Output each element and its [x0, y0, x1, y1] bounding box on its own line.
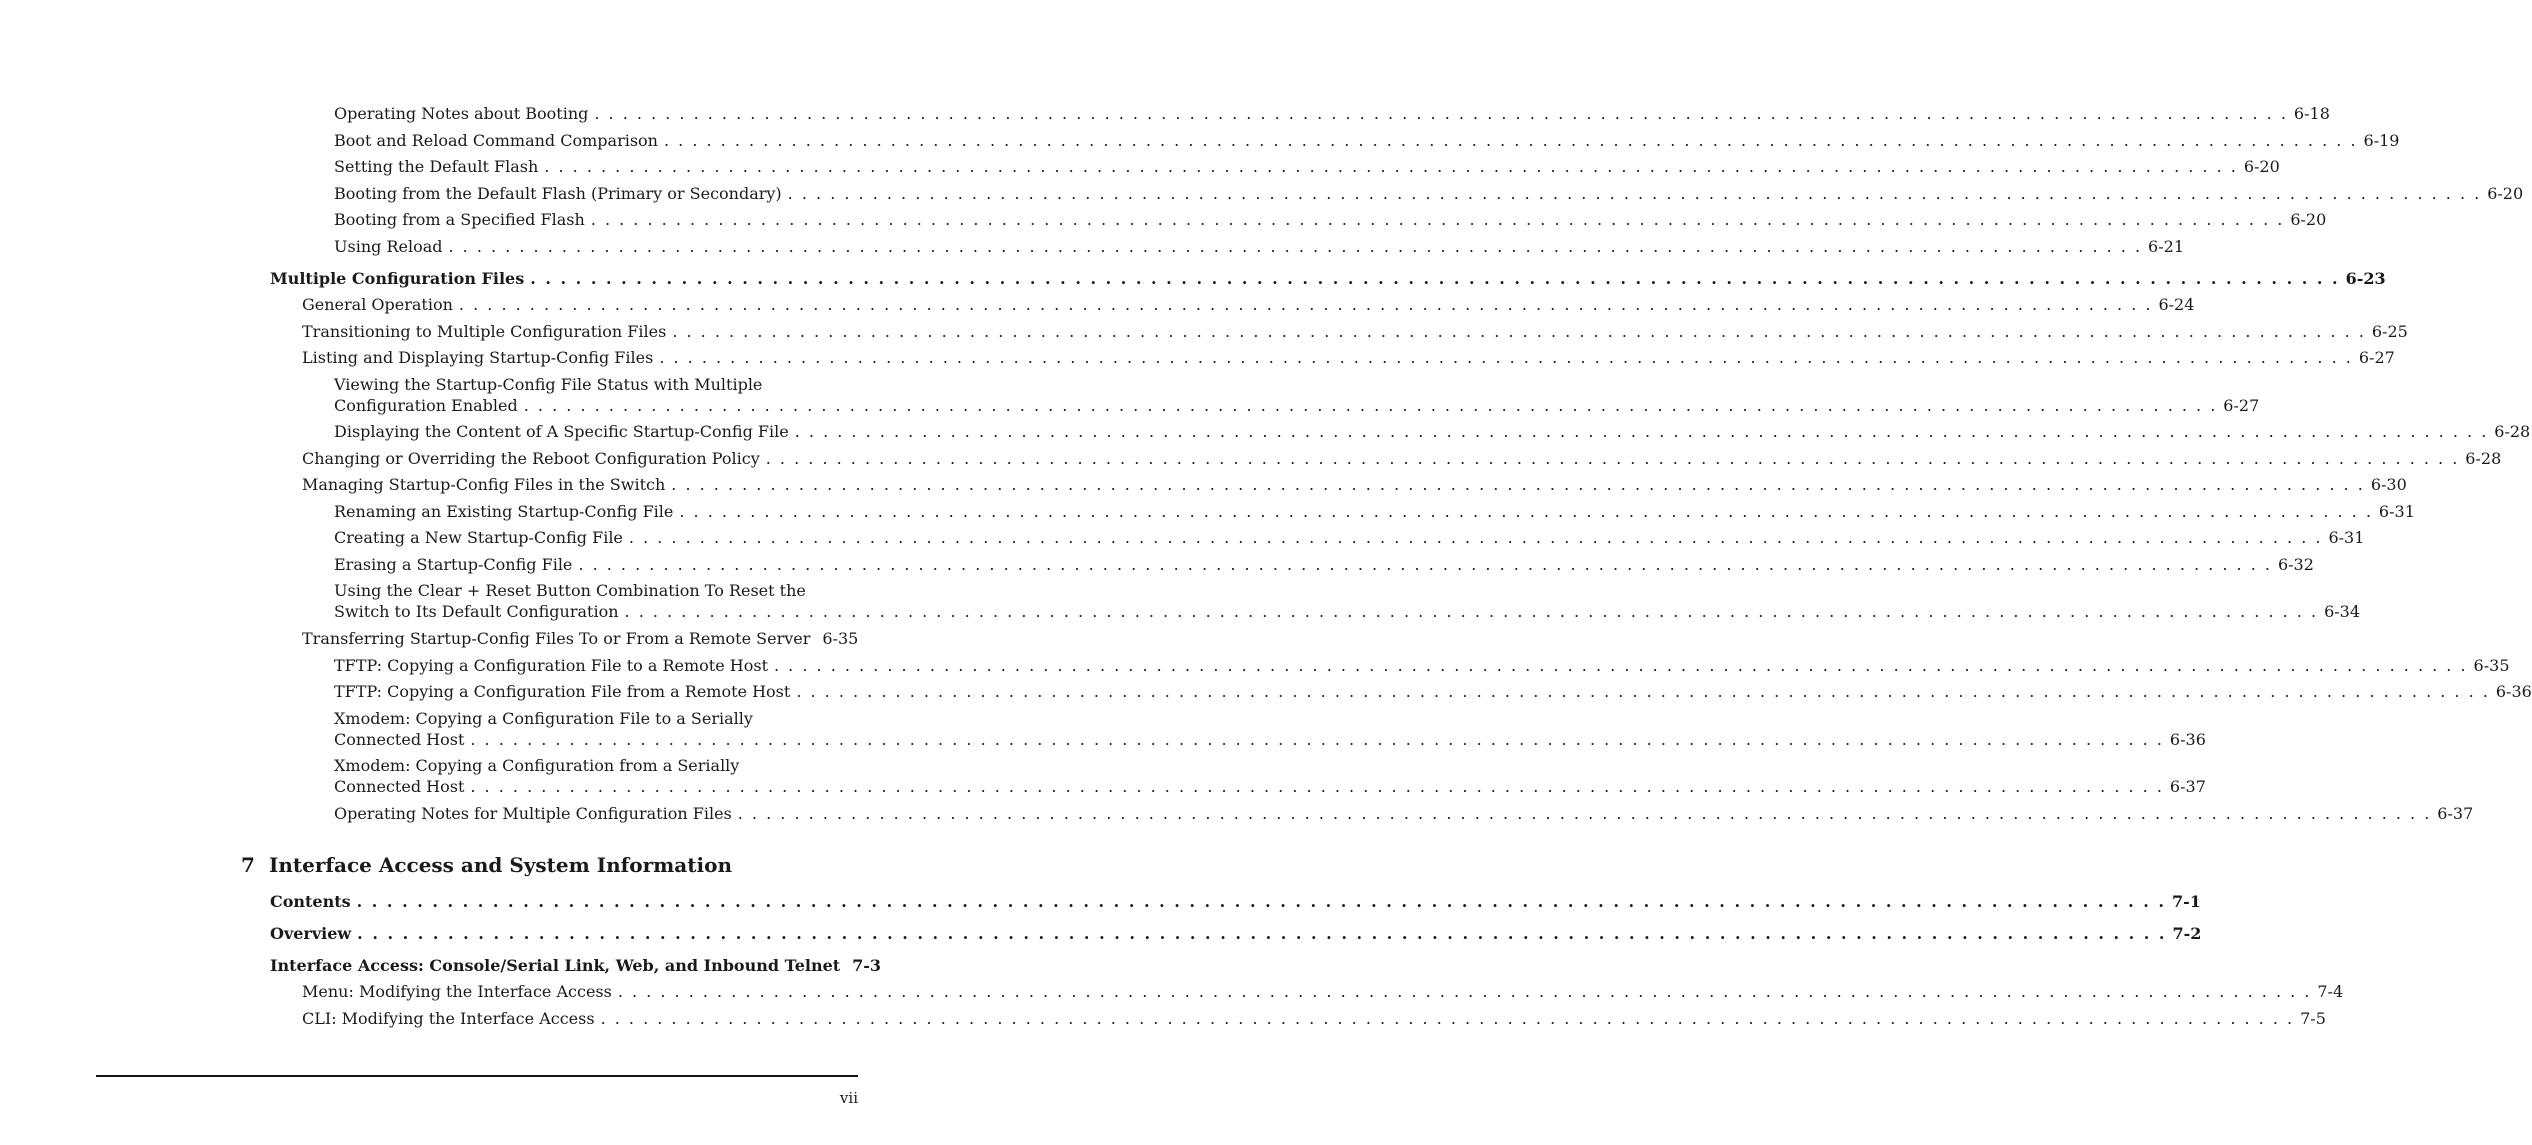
toc-entry-title: Operating Notes about Booting [334, 104, 589, 123]
toc-entry-title-line1: Xmodem: Copying a Configuration from a Serially [334, 756, 740, 775]
chapter-title: Interface Access and System Information [269, 853, 732, 877]
toc-entry[interactable] [270, 891, 2201, 912]
toc-entry-page: 6-27 [2223, 396, 2260, 415]
toc-entry-title: Connected Host [334, 730, 465, 749]
toc-entry[interactable] [334, 755, 2206, 797]
leader-dots: . . . . . . . . . . . . . . . . . . . . . . . . . . . . . . . . . . . . . . . . . . . . . . . . . . . . . . . . . . . . . . . . . . . . . . . . . . . . . . . . . . . . . . . . . . . . . . . . . . . . . . . . . . . . . . . . . . . . . . . . [578, 555, 2272, 574]
toc-entry-page: 6-18 [2293, 104, 2330, 123]
page-number: vii [839, 1089, 858, 1107]
leader-dots: . . . . . . . . . . . . . . . . . . . . . . . . . . . . . . . . . . . . . . . . . . . . . . . . . . . . . . . . . . . . . . . . . . . . . . . . . . . . . . . . . . . . . . . . . . . . . . . . . . . . . . . . . . . . . . . . . . . . . . . . [663, 131, 2358, 150]
toc-entry-title: Listing and Displaying Startup-Config Files [302, 348, 654, 367]
toc-entry-title: Interface Access: Console/Serial Link, Web, and Inbound Telnet [270, 956, 841, 975]
toc-entry-title: Menu: Modifying the Interface Access [302, 982, 612, 1001]
toc-entry[interactable] [334, 501, 2415, 522]
toc-entry[interactable] [334, 681, 2532, 702]
toc-entry[interactable] [334, 156, 2280, 177]
toc-entry-page: 6-36 [2169, 730, 2206, 749]
leader-dots: . . . . . . . . . . . . . . . . . . . . . . . . . . . . . . . . . . . . . . . . . . . . . . . . . . . . . . . . . . . . . . . . . . . . . . . . . . . . . . . . . . . . . . . . . . . . . . . . . . . . . . . . . . . . . . . . . . . . . . . . [659, 348, 2353, 367]
toc-entry-page: 6-32 [2277, 555, 2314, 574]
toc-entry-page: 7-3 [852, 956, 882, 975]
leader-dots: . . . . . . . . . . . . . . . . . . . . . . . . . . . . . . . . . . . . . . . . . . . . . . . . . . . . . . . . . . . . . . . . . . . . . . . . . . . . . . . . . . . . . . . . . . . . . . . . . . . . . . . . . . . . . . . . . . . . . . . . [787, 184, 2482, 203]
toc-entry-page: 6-20 [2487, 184, 2524, 203]
toc-entry[interactable] [334, 580, 2361, 622]
leader-dots: . . . . . . . . . . . . . . . . . . . . . . . . . . . . . . . . . . . . . . . . . . . . . . . . . . . . . . . . . . . . . . . . . . . . . . . . . . . . . . . . . . . . . . . . . . . . . . . . . . . . . . . . . . . . . . . . . . . . . . . . [470, 730, 2164, 749]
toc-entry-page: 6-37 [2169, 777, 2206, 796]
toc-entry-title: CLI: Modifying the Interface Access [302, 1009, 595, 1028]
toc-entry[interactable] [334, 655, 2510, 676]
toc-entry-page: 6-35 [2473, 656, 2510, 675]
chapter-number: 7 [241, 853, 255, 877]
toc-entry-title: Setting the Default Flash [334, 157, 539, 176]
toc-entry[interactable] [334, 421, 2531, 442]
toc-entry-title: Erasing a Startup-Config File [334, 555, 573, 574]
toc-entry[interactable] [270, 955, 882, 976]
toc-entry-title: Contents [270, 892, 351, 911]
leader-dots: . . . . . . . . . . . . . . . . . . . . . . . . . . . . . . . . . . . . . . . . . . . . . . . . . . . . . . . . . . . . . . . . . . . . . . . . . . . . . . . . . . . . . . . . . . . . . . . . . . . . . . . . . . . . . . . . . . . . . . . . [617, 982, 2312, 1001]
leader-dots: . . . . . . . . . . . . . . . . . . . . . . . . . . . . . . . . . . . . . . . . . . . . . . . . . . . . . . . . . . . . . . . . . . . . . . . . . . . . . . . . . . . . . . . . . . . . . . . . . . . . . . . . . . . . . . . . . . . . . . . . [458, 295, 2153, 314]
toc-entry-title: Operating Notes for Multiple Configuration Files [334, 804, 732, 823]
leader-dots: . . . . . . . . . . . . . . . . . . . . . . . . . . . . . . . . . . . . . . . . . . . . . . . . . . . . . . . . . . . . . . . . . . . . . . . . . . . . . . . . . . . . . . . . . . . . . . . . . . . . . . . . . . . . . . . . . . . . . . . . [671, 475, 2365, 494]
toc-entry-title: Overview [270, 924, 352, 943]
toc-entry-page: 6-30 [2370, 475, 2407, 494]
toc-entry-page: 6-20 [2243, 157, 2280, 176]
toc-entry[interactable] [334, 803, 2474, 824]
toc-entry-title: Booting from a Specified Flash [334, 210, 585, 229]
toc-entry-page: 6-27 [2358, 348, 2395, 367]
toc-entry-page: 6-35 [822, 629, 859, 648]
leader-dots: . . . . . . . . . . . . . . . . . . . . . . . . . . . . . . . . . . . . . . . . . . . . . . . . . . . . . . . . . . . . . . . . . . . . . . . . . . . . . . . . . . . . . . . . . . . . . . . . . . . . . . . . . . . . . . . . . . . . . . . . [774, 656, 2468, 675]
toc-entry-page: 6-19 [2363, 131, 2400, 150]
toc-entry-title: Using Reload [334, 237, 443, 256]
toc-entry[interactable] [302, 448, 2502, 469]
chapter-heading [241, 853, 732, 877]
toc-entry[interactable] [334, 527, 2365, 548]
toc-entry-page: 6-21 [2148, 237, 2184, 256]
toc-entry[interactable] [334, 374, 2260, 416]
leader-dots: . . . . . . . . . . . . . . . . . . . . . . . . . . . . . . . . . . . . . . . . . . . . . . . . . . . . . . . . . . . . . . . . . . . . . . . . . . . . . . . . . . . . . . . . . . . . . . . . . . . . . . . . . . . . . . . . . . . . . . . . [628, 528, 2323, 547]
toc-entry[interactable] [334, 209, 2327, 230]
toc-entry[interactable] [334, 236, 2184, 257]
toc-entry-page: 6-34 [2324, 602, 2361, 621]
toc-entry[interactable] [302, 474, 2407, 495]
toc-entry[interactable] [302, 981, 2344, 1002]
leader-dots: . . . . . . . . . . . . . . . . . . . . . . . . . . . . . . . . . . . . . . . . . . . . . . . . . . . . . . . . . . . . . . . . . . . . . . . . . . . . . . . . . . . . . . . . . . . . . . . . . . . . . . . . . . . . . . . . . . . . . . . . [624, 602, 2319, 621]
toc-entry-title-line1: Using the Clear + Reset Button Combination To Reset the [334, 581, 806, 600]
toc-entry[interactable] [302, 1008, 2326, 1029]
toc-entry-page: 6-31 [2328, 528, 2365, 547]
footer-rule [96, 1075, 858, 1077]
leader-dots: . . . . . . . . . . . . . . . . . . . . . . . . . . . . . . . . . . . . . . . . . . . . . . . . . . . . . . . . . . . . . . . . . . . . . . . . . . . . . . . . . . . . . . . . . . . . . . . . . . . . . . . . . . . . . . . . . . . . . . . . [470, 777, 2164, 796]
toc-entry-page: 6-23 [2345, 269, 2386, 288]
leader-dots: . . . . . . . . . . . . . . . . . . . . . . . . . . . . . . . . . . . . . . . . . . . . . . . . . . . . . . . . . . . . . . . . . . . . . . . . . . . . . . . . . . . . . . . . . . . . . . . . . . . . . . . . . . . . . . . . . . . . . . . . [600, 1009, 2295, 1028]
toc-entry-page: 6-24 [2158, 295, 2195, 314]
leader-dots: . . . . . . . . . . . . . . . . . . . . . . . . . . . . . . . . . . . . . . . . . . . . . . . . . . . . . . . . . . . . . . . . . . . . . . . . . . . . . . . . . . . . . . . . . . . . . . . . . . . . . . . . . . . . . . . . . . . . . . . . [590, 210, 2285, 229]
toc-entry-title: Displaying the Content of A Specific Startup-Config File [334, 422, 789, 441]
toc-entry-title: TFTP: Copying a Configuration File from a Remote Host [334, 682, 791, 701]
leader-dots: . . . . . . . . . . . . . . . . . . . . . . . . . . . . . . . . . . . . . . . . . . . . . . . . . . . . . . . . . . . . . . . . . . . . . . . . . . . . . . . . . . . . . . . . . . . . . . . . . . . . . . . . . . . . . . . . . . . . . . . . [765, 449, 2460, 468]
toc-entry[interactable] [302, 321, 2408, 342]
toc-entry[interactable] [302, 294, 2195, 315]
toc-entry-title: Booting from the Default Flash (Primary or Secondary) [334, 184, 782, 203]
toc-entry-page: 6-28 [2494, 422, 2531, 441]
toc-entry[interactable] [302, 628, 859, 649]
leader-dots: . . . . . . . . . . . . . . . . . . . . . . . . . . . . . . . . . . . . . . . . . . . . . . . . . . . . . . . . . . . . . . . . . . . . . . . . . . . . . . . . . . . . . . . . . . . . . . . . . . . . . . . . . . . . . . . . . . . . . . . . [679, 502, 2373, 521]
toc-entry-page: 6-36 [2495, 682, 2532, 701]
toc-entry[interactable] [334, 183, 2524, 204]
toc-entry-page: 7-2 [2172, 924, 2202, 943]
toc-entry-title-line1: Xmodem: Copying a Configuration File to a Serially [334, 709, 753, 728]
toc-entry[interactable] [334, 554, 2314, 575]
leader-dots: . . . . . . . . . . . . . . . . . . . . . . . . . . . . . . . . . . . . . . . . . . . . . . . . . . . . . . . . . . . . . . . . . . . . . . . . . . . . . . . . . . . . . . . . . . . . . . . . . . . . . . . . . . . . . . . . . . . . . . . . [357, 924, 2167, 943]
toc-entry-page: 6-31 [2378, 502, 2415, 521]
toc-entry-title: Creating a New Startup-Config File [334, 528, 623, 547]
toc-entry-title: Configuration Enabled [334, 396, 518, 415]
toc-entry-title: General Operation [302, 295, 453, 314]
toc-entry[interactable] [334, 708, 2206, 750]
toc-entry-page: 6-25 [2371, 322, 2408, 341]
toc-entry-title: Connected Host [334, 777, 465, 796]
leader-dots: . . . . . . . . . . . . . . . . . . . . . . . . . . . . . . . . . . . . . . . . . . . . . . . . . . . . . . . . . . . . . . . . . . . . . . . . . . . . . . . . . . . . . . . . . . . . . . . . . . . . . . . . . . . . . . . . . . . . . . . . [672, 322, 2366, 341]
toc-entry-page: 7-5 [2300, 1009, 2326, 1028]
toc-entry-page: 7-4 [2317, 982, 2344, 1001]
toc-entry[interactable] [334, 103, 2330, 124]
leader-dots: . . . . . . . . . . . . . . . . . . . . . . . . . . . . . . . . . . . . . . . . . . . . . . . . . . . . . . . . . . . . . . . . . . . . . . . . . . . . . . . . . . . . . . . . . . . . . . . . . . . . . . . . . . . . . . . . . . . . . . . . [448, 237, 2143, 256]
toc-entry-title: Boot and Reload Command Comparison [334, 131, 658, 150]
toc-entry-title: TFTP: Copying a Configuration File to a Remote Host [334, 656, 768, 675]
toc-entry-title: Renaming an Existing Startup-Config File [334, 502, 674, 521]
leader-dots: . . . . . . . . . . . . . . . . . . . . . . . . . . . . . . . . . . . . . . . . . . . . . . . . . . . . . . . . . . . . . . . . . . . . . . . . . . . . . . . . . . . . . . . . . . . . . . . . . . . . . . . . . . . . . . . . . . . . . . . . [794, 422, 2489, 441]
leader-dots: . . . . . . . . . . . . . . . . . . . . . . . . . . . . . . . . . . . . . . . . . . . . . . . . . . . . . . . . . . . . . . . . . . . . . . . . . . . . . . . . . . . . . . . . . . . . . . . . . . . . . . . . . . . . . . . . . . . . . . . . [544, 157, 2238, 176]
toc-entry[interactable] [302, 347, 2395, 368]
toc-entry[interactable] [270, 923, 2202, 944]
leader-dots: . . . . . . . . . . . . . . . . . . . . . . . . . . . . . . . . . . . . . . . . . . . . . . . . . . . . . . . . . . . . . . . . . . . . . . . . . . . . . . . . . . . . . . . . . . . . . . . . . . . . . . . . . . . . . . . . . . . . . . . . [796, 682, 2490, 701]
leader-dots: . . . . . . . . . . . . . . . . . . . . . . . . . . . . . . . . . . . . . . . . . . . . . . . . . . . . . . . . . . . . . . . . . . . . . . . . . . . . . . . . . . . . . . . . . . . . . . . . . . . . . . . . . . . . . . . . . . . . . . . . [737, 804, 2432, 823]
leader-dots: . . . . . . . . . . . . . . . . . . . . . . . . . . . . . . . . . . . . . . . . . . . . . . . . . . . . . . . . . . . . . . . . . . . . . . . . . . . . . . . . . . . . . . . . . . . . . . . . . . . . . . . . . . . . . . . . . . . . . . . . [356, 892, 2166, 911]
toc-entry-title: Multiple Configuration Files [270, 269, 525, 288]
toc-entry-page: 6-20 [2290, 210, 2327, 229]
toc-entry-page: 6-37 [2437, 804, 2474, 823]
leader-dots: . . . . . . . . . . . . . . . . . . . . . . . . . . . . . . . . . . . . . . . . . . . . . . . . . . . . . . . . . . . . . . . . . . . . . . . . . . . . . . . . . . . . . . . . . . . . . . . . . . . . . . . . . . . . . . . . . . . . . . . . [594, 104, 2288, 123]
toc-entry-title: Switch to Its Default Configuration [334, 602, 619, 621]
toc-entry-title: Transitioning to Multiple Configuration Files [302, 322, 667, 341]
toc-entry-title: Transferring Startup-Config Files To or From a Remote Server [302, 629, 811, 648]
toc-entry-title-line1: Viewing the Startup-Config File Status with Multiple [334, 375, 763, 394]
toc-entry-page: 7-1 [2171, 892, 2201, 911]
toc-entry-page: 6-28 [2465, 449, 2502, 468]
leader-dots: . . . . . . . . . . . . . . . . . . . . . . . . . . . . . . . . . . . . . . . . . . . . . . . . . . . . . . . . . . . . . . . . . . . . . . . . . . . . . . . . . . . . . . . . . . . . . . . . . . . . . . . . . . . . . . . . . . . . . . . . [530, 269, 2340, 288]
leader-dots: . . . . . . . . . . . . . . . . . . . . . . . . . . . . . . . . . . . . . . . . . . . . . . . . . . . . . . . . . . . . . . . . . . . . . . . . . . . . . . . . . . . . . . . . . . . . . . . . . . . . . . . . . . . . . . . . . . . . . . . . [523, 396, 2218, 415]
toc-entry-title: Managing Startup-Config Files in the Switch [302, 475, 666, 494]
toc-entry[interactable] [270, 268, 2386, 289]
toc-entry[interactable] [334, 130, 2400, 151]
toc-entry-title: Changing or Overriding the Reboot Configuration Policy [302, 449, 760, 468]
